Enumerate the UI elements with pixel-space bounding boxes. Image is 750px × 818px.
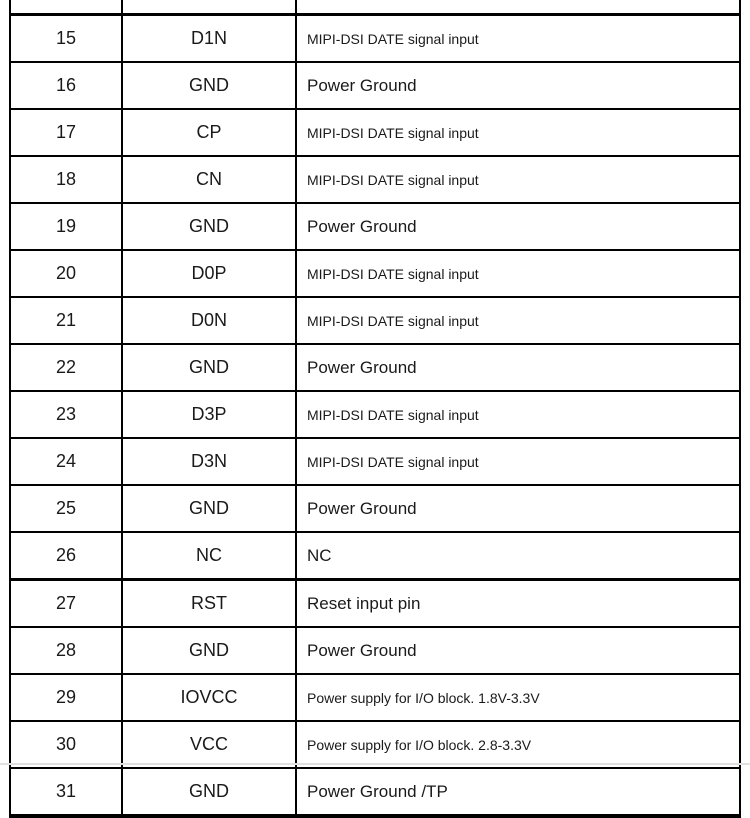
pin-description-cell: MIPI-DSI DATE signal input (296, 109, 740, 156)
table-row (10, 580, 740, 628)
pin-description-cell: NC (296, 532, 740, 580)
pin-name-cell: IOVCC (122, 674, 296, 721)
pin-name-cell: GND (122, 62, 296, 109)
table-row (10, 156, 740, 203)
table-row (10, 109, 740, 156)
pin-description-cell: MIPI-DSI DATE signal input (296, 156, 740, 203)
pin-number-cell: 19 (10, 203, 122, 250)
pin-table-body (10, 0, 740, 816)
pin-description-cell: Power Ground /TP (296, 768, 740, 816)
pin-number-cell: 22 (10, 344, 122, 391)
pin-name-cell: GND (122, 485, 296, 532)
table-row (10, 391, 740, 438)
pin-name-cell: GND (122, 344, 296, 391)
pin-name-cell: GND (122, 768, 296, 816)
page-bottom-divider (0, 763, 750, 765)
pin-number-cell: 26 (10, 532, 122, 580)
pin-description-cell: Power supply for I/O block. 1.8V-3.3V (296, 674, 740, 721)
pin-number-cell: 31 (10, 768, 122, 816)
pin-number-cell: 29 (10, 674, 122, 721)
pin-name-cell: GND (122, 203, 296, 250)
pin-description-cell: Power Ground (296, 627, 740, 674)
pin-name-cell: D0P (122, 250, 296, 297)
pin-number-cell: 17 (10, 109, 122, 156)
pin-description-cell: Power supply for I/O block. 2.8-3.3V (296, 721, 740, 768)
partial-table-row (10, 0, 740, 15)
pin-description-cell: Power Ground (296, 203, 740, 250)
pin-number-cell: 27 (10, 580, 122, 628)
pin-description-cell: MIPI-DSI DATE signal input (296, 438, 740, 485)
pin-name-cell: NC (122, 532, 296, 580)
table-row (10, 485, 740, 532)
pin-number-cell: 21 (10, 297, 122, 344)
pin-number-cell: 25 (10, 485, 122, 532)
pin-name-cell: CP (122, 109, 296, 156)
table-row (10, 203, 740, 250)
table-row (10, 297, 740, 344)
table-row (10, 674, 740, 721)
pin-description-cell: MIPI-DSI DATE signal input (296, 297, 740, 344)
pin-number-cell: 24 (10, 438, 122, 485)
pin-number-cell: 16 (10, 62, 122, 109)
pin-name-cell: D3N (122, 438, 296, 485)
table-row (10, 627, 740, 674)
pin-assignment-table (9, 0, 741, 818)
pin-name-cell: VCC (122, 721, 296, 768)
table-row (10, 438, 740, 485)
pin-name-cell (122, 0, 296, 15)
pin-name-cell: CN (122, 156, 296, 203)
pin-number-cell: 23 (10, 391, 122, 438)
pin-name-cell: GND (122, 627, 296, 674)
table-row (10, 768, 740, 816)
table-row (10, 344, 740, 391)
table-row (10, 721, 740, 768)
pin-description-cell: Reset input pin (296, 580, 740, 628)
pin-description-cell: MIPI-DSI DATE signal input (296, 250, 740, 297)
pin-name-cell: D3P (122, 391, 296, 438)
pin-number-cell: 18 (10, 156, 122, 203)
pin-description-cell: Power Ground (296, 62, 740, 109)
table-row (10, 15, 740, 63)
table-row (10, 250, 740, 297)
pin-description-cell: Power Ground (296, 344, 740, 391)
table-row (10, 532, 740, 580)
pin-name-cell: D1N (122, 15, 296, 63)
pin-description-cell (296, 0, 740, 15)
table-row (10, 62, 740, 109)
pin-name-cell: RST (122, 580, 296, 628)
pin-number-cell: 30 (10, 721, 122, 768)
pin-number-cell: 20 (10, 250, 122, 297)
pin-description-cell: Power Ground (296, 485, 740, 532)
pin-description-cell: MIPI-DSI DATE signal input (296, 15, 740, 63)
pin-number-cell: 28 (10, 627, 122, 674)
pin-number-cell: 15 (10, 15, 122, 63)
pin-name-cell: D0N (122, 297, 296, 344)
pin-description-cell: MIPI-DSI DATE signal input (296, 391, 740, 438)
pin-number-cell (10, 0, 122, 15)
